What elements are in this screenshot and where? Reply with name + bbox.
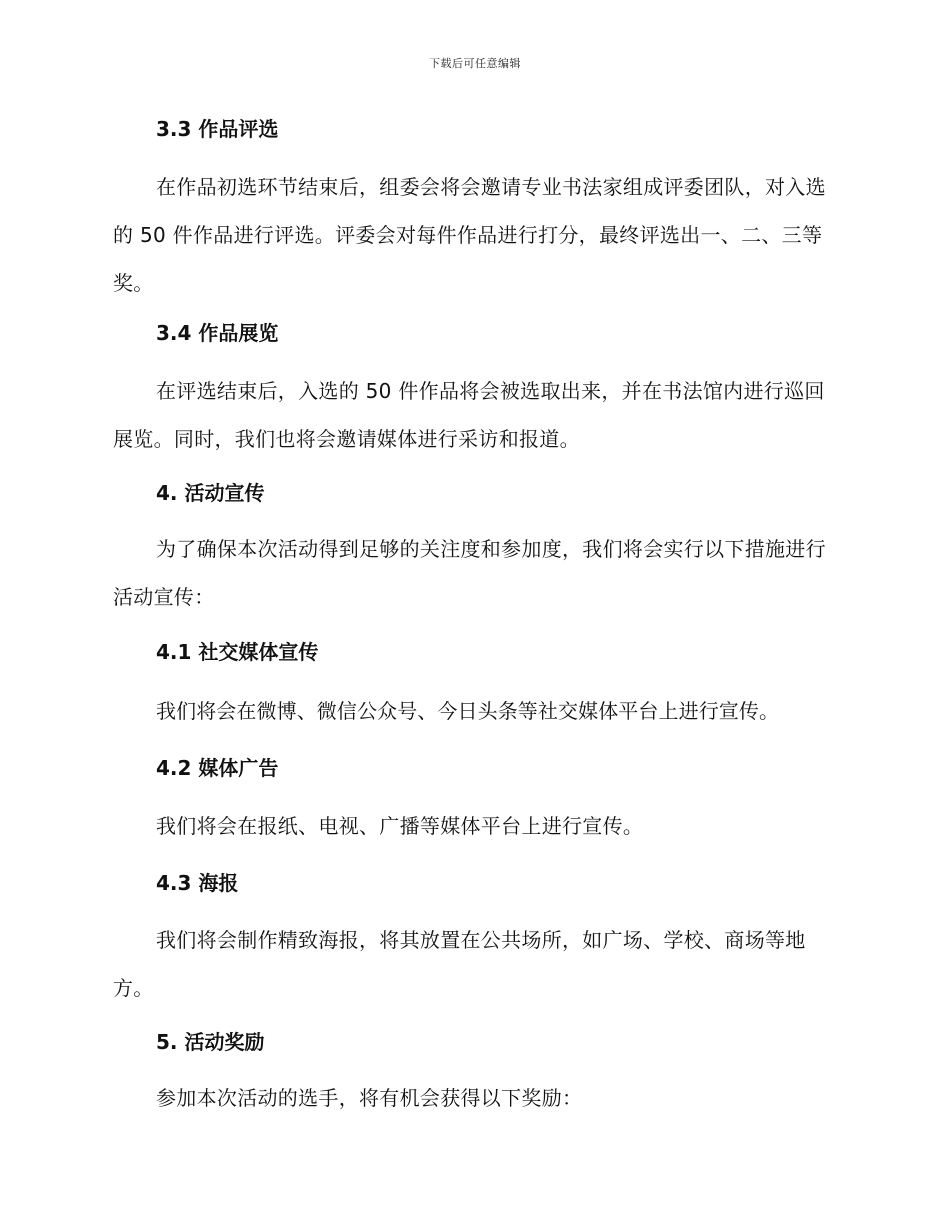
section-heading-3-4: 3.4 作品展览 [156,321,279,345]
paragraph-social-media: 我们将会在微博、微信公众号、今日头条等社交媒体平台上进行宣传。 [156,699,780,723]
paragraph-rewards-intro: 参加本次活动的选手，将有机会获得以下奖励： [156,1086,583,1110]
section-heading-5: 5. 活动奖励 [156,1030,265,1054]
section-heading-4-3: 4.3 海报 [156,871,239,895]
section-heading-4-2: 4.2 媒体广告 [156,756,279,780]
section-heading-3-3: 3.3 作品评选 [156,117,279,141]
paragraph-exhibition: 在评选结束后，入选的 50 件作品将会被选取出来，并在书法馆内进行巡回展览。同时，我们也将会邀请媒体进行采访和报道。 [113,379,825,451]
paragraph-judging: 在作品初选环节结束后，组委会将会邀请专业书法家组成评委团队，对入选的 50 件作品进行评选。评委会对每件作品进行打分，最终评选出一、二、三等奖。 [113,175,826,295]
paragraph-media-ads: 我们将会在报纸、电视、广播等媒体平台上进行宣传。 [156,814,644,838]
section-heading-4: 4. 活动宣传 [156,481,265,505]
paragraph-promotion-intro: 为了确保本次活动得到足够的关注度和参加度，我们将会实行以下措施进行活动宣传： [113,537,826,609]
section-heading-4-1: 4.1 社交媒体宣传 [156,640,319,664]
page-header: 下载后可任意编辑 [429,57,521,70]
paragraph-posters: 我们将会制作精致海报，将其放置在公共场所，如广场、学校、商场等地方。 [113,928,806,1000]
